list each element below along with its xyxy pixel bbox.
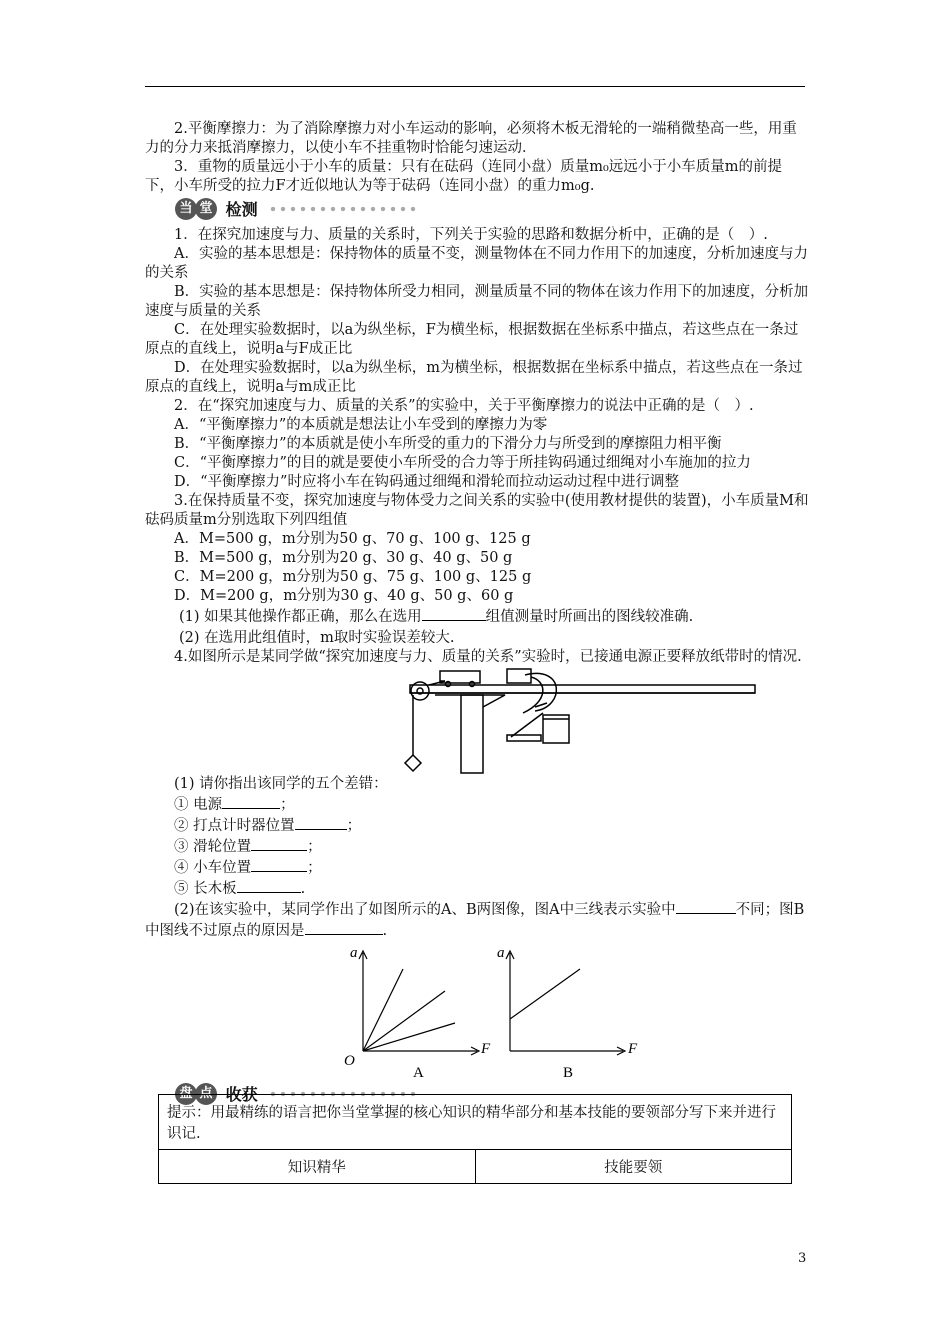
graph-a-caption: A <box>413 1065 424 1081</box>
q2-option-b: B．“平衡摩擦力”的本质就是使小车所受的重力的下滑分力与所受到的摩擦阻力相平衡 <box>174 436 722 452</box>
section-heading-check <box>175 198 810 224</box>
separator: ； <box>307 839 322 855</box>
q4-error-4-label: ④ 小车位置 <box>174 860 252 876</box>
apparatus-figure <box>145 667 810 775</box>
separator: ； <box>307 860 322 876</box>
q2-option-c: C．“平衡摩擦力”的目的就是要使小车所受的合力等于所挂钩码通过细绳对小车施加的拉力 <box>174 455 751 471</box>
q1-option-b: B．实验的基本思想是：保持物体所受力相同，测量质量不同的物体在该力作用下的加速度，分析加速度与质量的关系 <box>145 284 809 319</box>
graphs-figure <box>145 941 810 1081</box>
answer-blank[interactable] <box>237 878 301 893</box>
badge-char: 盘 <box>175 1083 197 1105</box>
q4-sub-2-text-mid: 不同；图B中图线不过原点的原因是 <box>145 902 805 939</box>
graph-b-x-label: F <box>628 1041 638 1057</box>
section-title: 收获 <box>225 1084 258 1104</box>
separator: ； <box>346 818 362 834</box>
badge-char: 点 <box>195 1083 217 1105</box>
answer-blank[interactable] <box>305 920 383 935</box>
q3-stem: 3.在保持质量不变，探究加速度与物体受力之间关系的实验中(使用教材提供的装置)，小车质量M和砝码质量m分别选取下列四组值 <box>145 493 809 528</box>
q3-sub-2-text-end: 时实验误差较大. <box>348 630 455 646</box>
q1-option-d: D．在处理实验数据时，以a为纵坐标，m为横坐标，根据数据在坐标系中描点，若这些点在一条过原点的直线上，说明a与m成正比 <box>145 360 803 395</box>
intro-point-3: 3．重物的质量远小于小车的质量：只有在砝码（连同小盘）质量m₀远远小于小车质量m的前提下，小车所受的拉力F才近似地认为等于砝码（连同小盘）的重力m₀g. <box>145 159 783 194</box>
answer-blank[interactable] <box>422 606 486 621</box>
q4-stem: 4.如图所示是某同学做“探究加速度与力、质量的关系”实验时，已接通电源正要释放纸带时的情况. <box>174 649 802 665</box>
q3-option-a: A．M=500 g，m分别为50 g、70 g、100 g、125 g <box>174 531 531 547</box>
q3-option-c: C．M=200 g，m分别为50 g、75 g、100 g、125 g <box>174 569 532 585</box>
q1-option-a: A．实验的基本思想是：保持物体的质量不变，测量物体在不同力作用下的加速度，分析加速度与力的关系 <box>145 246 808 281</box>
q4-error-2 <box>145 815 810 836</box>
q3-sub-1-text-end: 组值测量时所画出的图线较准确. <box>485 609 694 625</box>
q3-sub-1-text: (1) 如果其他操作都正确，那么在选用 <box>179 609 422 625</box>
page-number: 3 <box>798 1251 807 1266</box>
q3-sub-2-text: (2) 在选用此组值时，m取 <box>179 630 349 646</box>
q3-sub-1 <box>145 606 810 627</box>
apparatus-diagram <box>145 667 810 775</box>
summary-hint: 提示：用最精练的语言把你当堂掌握的核心知识的精华部分和基本技能的要领部分写下来并进行识记. <box>159 1095 792 1150</box>
period: . <box>382 923 388 939</box>
dotted-decoration <box>268 205 418 213</box>
q4-sub-2-text: (2)在该实验中，某同学作出了如图所示的A、B两图像，图A中三线表示实验中 <box>174 902 676 918</box>
answer-blank[interactable] <box>222 794 280 809</box>
badge-char: 当 <box>175 198 197 220</box>
answer-blank[interactable] <box>251 857 307 872</box>
graph-a-origin: O <box>344 1053 355 1069</box>
q4-error-1-label: ① 电源 <box>174 797 223 813</box>
q4-error-3 <box>145 836 810 857</box>
q1-option-c: C．在处理实验数据时，以a为纵坐标，F为横坐标，根据数据在坐标系中描点，若这些点在一条过原点的直线上，说明a与F成正比 <box>145 322 799 357</box>
q1-stem: 1．在探究加速度与力、质量的关系时，下列关于实验的思路和数据分析中，正确的是（ ）. <box>174 227 768 243</box>
q3-option-b: B．M=500 g，m分别为20 g、30 g、40 g、50 g <box>174 550 513 566</box>
q4-sub-1: (1) 请你指出该同学的五个差错： <box>174 776 388 792</box>
graph-b-caption: B <box>563 1065 574 1081</box>
header-rule <box>145 86 805 87</box>
graph-a-y-label: a <box>350 945 358 961</box>
section-badge <box>175 198 215 220</box>
ab-graphs <box>145 941 810 1081</box>
period: . <box>300 881 306 897</box>
intro-point-2: 2.平衡摩擦力：为了消除摩擦力对小车运动的影响，必须将木板无滑轮的一端稍微垫高一些，用重力的分力来抵消摩擦力，以使小车不挂重物时恰能匀速运动． <box>145 121 797 156</box>
answer-blank[interactable] <box>295 815 347 830</box>
answer-blank[interactable] <box>251 836 307 851</box>
q2-stem: 2．在“探究加速度与力、质量的关系”的实验中，关于平衡摩擦力的说法中正确的是（ ）. <box>174 398 754 414</box>
column-skills: 技能要领 <box>475 1150 792 1184</box>
q4-error-3-label: ③ 滑轮位置 <box>174 839 252 855</box>
summary-table <box>158 1094 792 1184</box>
separator: ； <box>280 797 295 813</box>
q4-error-5-label: ⑤ 长木板 <box>174 881 237 897</box>
page-content <box>145 120 810 1111</box>
q4-sub-2 <box>145 899 810 941</box>
graph-b-y-label: a <box>497 945 505 961</box>
column-knowledge: 知识精华 <box>159 1150 476 1184</box>
q4-error-4 <box>145 857 810 878</box>
graph-a-x-label: F <box>481 1041 491 1057</box>
badge-char: 堂 <box>195 198 217 220</box>
answer-blank[interactable] <box>676 899 736 914</box>
section-title: 检测 <box>225 199 258 219</box>
q4-error-1 <box>145 794 810 815</box>
q4-error-2-label: ② 打点计时器位置 <box>174 818 295 834</box>
q3-option-d: D．M=200 g，m分别为30 g、40 g、50 g、60 g <box>174 588 514 604</box>
q4-error-5 <box>145 878 810 899</box>
q2-option-a: A．“平衡摩擦力”的本质就是想法让小车受到的摩擦力为零 <box>174 417 548 433</box>
q3-sub-2 <box>145 627 810 648</box>
q2-option-d: D．“平衡摩擦力”时应将小车在钩码通过细绳和滑轮而拉动运动过程中进行调整 <box>174 474 679 490</box>
